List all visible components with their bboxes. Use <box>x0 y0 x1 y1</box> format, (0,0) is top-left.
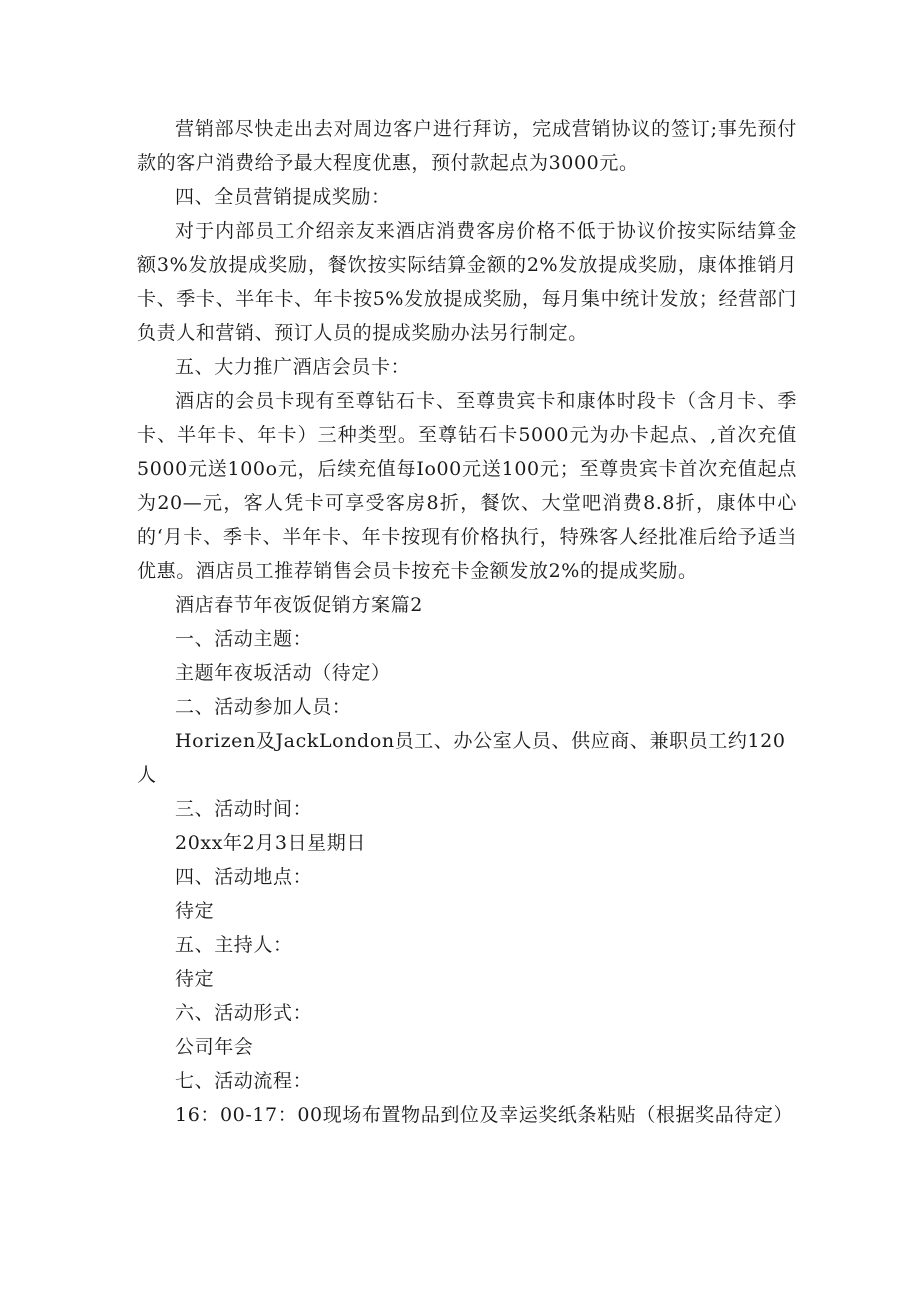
document-page <box>137 112 797 1132</box>
heading-activity-venue: 四、活动地点： <box>175 866 313 888</box>
heading-host: 五、主持人： <box>175 934 293 956</box>
heading-participants: 二、活动参加人员： <box>175 696 352 718</box>
value-activity-format: 公司年会 <box>175 1036 254 1058</box>
value-activity-schedule: 16：00-17：00现场布置物品到位及幸运奖纸条粘贴（根据奖品待定） <box>175 1104 794 1126</box>
value-activity-theme: 主题年夜坂活动（待定） <box>175 662 391 684</box>
section-title-part2: 酒店春节年夜饭促销方案篇2 <box>175 594 423 616</box>
heading-activity-theme: 一、活动主题： <box>175 628 313 650</box>
heading-activity-schedule: 七、活动流程： <box>175 1070 313 1092</box>
heading-activity-time: 三、活动时间： <box>175 798 313 820</box>
value-participants: Horizen及JackLondon员工、办公室人员、供应商、兼职员工约120人 <box>137 730 786 786</box>
paragraph-marketing-visits: 营销部尽快走出去对周边客户进行拜访，完成营销协议的签订;事先预付款的客户消费给予最大程度优惠，预付款起点为3000元。 <box>137 118 797 174</box>
paragraph-membership-details: 酒店的会员卡现有至尊钻石卡、至尊贵宾卡和康体时段卡（含月卡、季卡、半年卡、年卡）三种类型。至尊钻石卡5000元为办卡起点、,首次充值5000元送100o元，后续充值每Io00元送100元；至尊贵宾卡首次充值起点为20—元，客人凭卡可享受客房8折，餐饮、大堂吧消费8.8折，康体中心的‘月卡、季卡、半年卡、年卡按现有价格执行，特殊客人经批准后给予适当优惠。酒店员工推荐销售会员卡按充卡金额发放2%的提成奖励。 <box>137 390 797 582</box>
value-activity-time: 20xx年2月3日星期日 <box>175 832 366 854</box>
heading-membership-card: 五、大力推广酒店会员卡： <box>175 356 411 378</box>
heading-staff-commission: 四、全员营销提成奖励： <box>175 186 391 208</box>
heading-activity-format: 六、活动形式： <box>175 1002 313 1024</box>
paragraph-commission-rules: 对于内部员工介绍亲友来酒店消费客房价格不低于协议价按实际结算金额3%发放提成奖励，餐饮按实际结算金额的2%发放提成奖励，康体推销月卡、季卡、半年卡、年卡按5%发放提成奖励，每月集中统计发放；经营部门负责人和营销、预订人员的提成奖励办法另行制定。 <box>137 220 797 344</box>
value-activity-venue: 待定 <box>175 900 215 922</box>
value-host: 待定 <box>175 968 215 990</box>
